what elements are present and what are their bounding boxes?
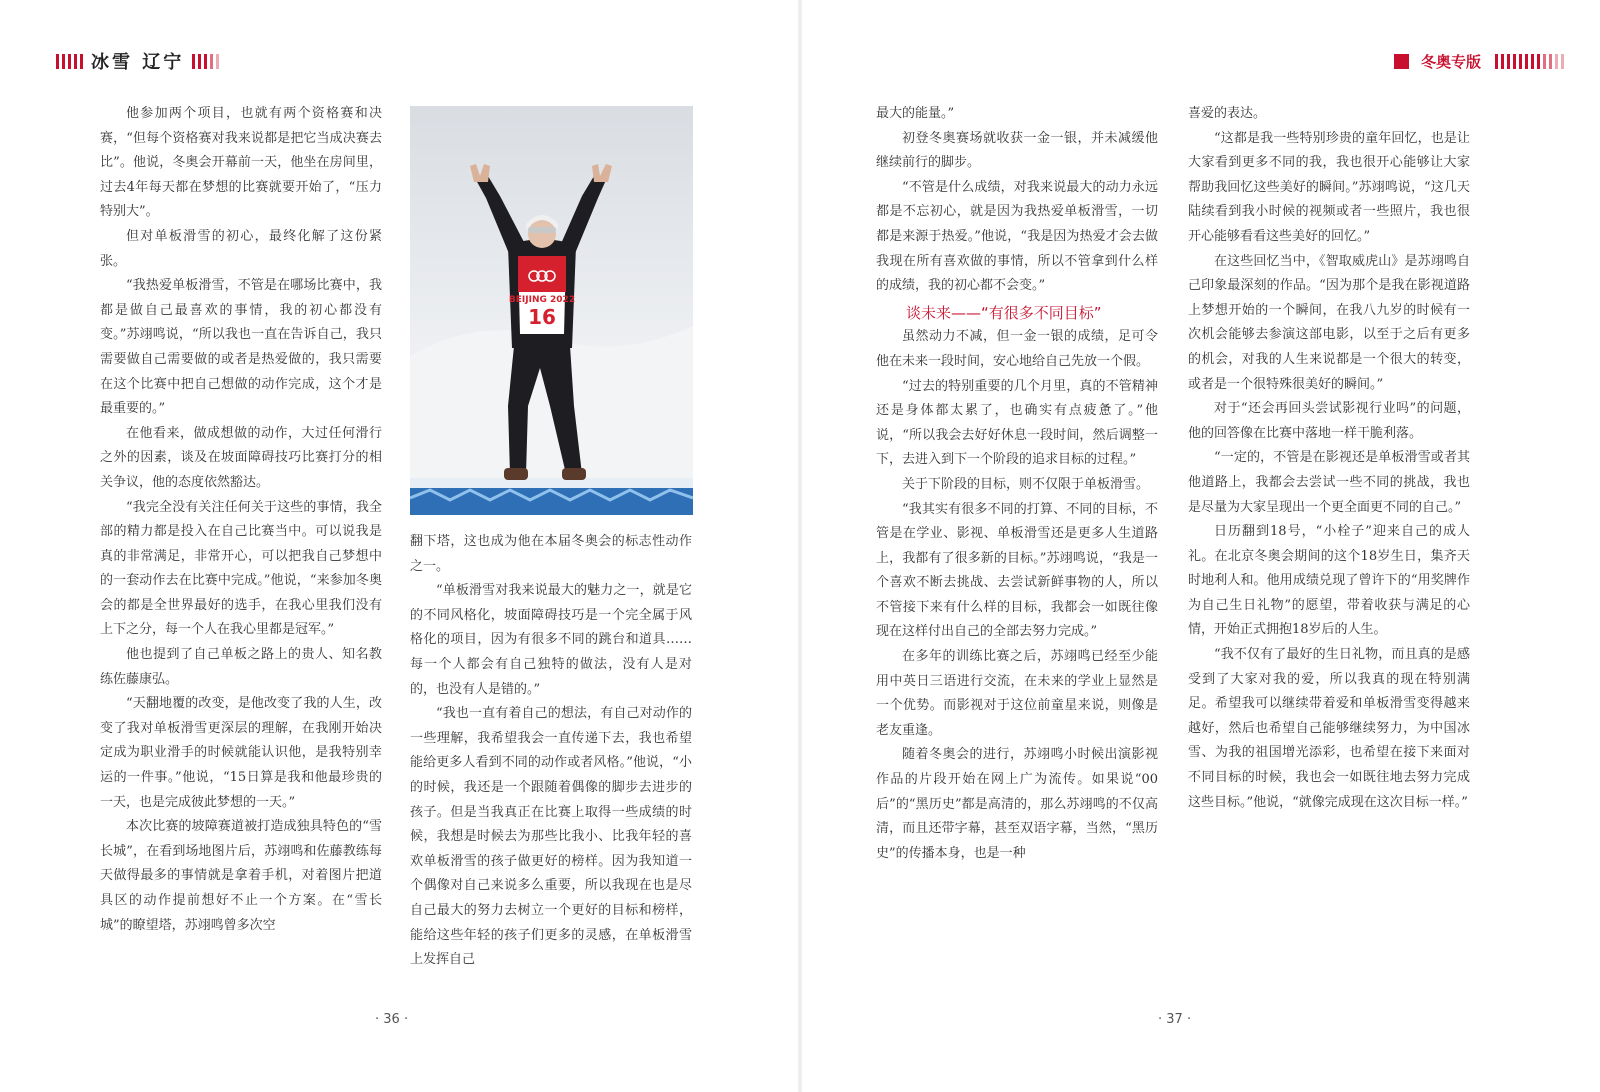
paragraph: “不管是什么成绩，对我来说最大的动力永远都是不忘初心，就是因为我热爱单板滑雪，一切都是来源于热爱。”他说，“我是因为热爱才会去做我现在所有喜欢做的事情，所以不管拿到什么样的成绩，我的初心都不会变。” (876, 179, 1158, 294)
paragraph: “天翻地覆的改变，是他改变了我的人生，改变了我对单板滑雪更深层的理解，在我刚开始决定成为职业滑手的时候就能认识他，是我特别幸运的一件事。”他说，“15日算是我和他最珍贵的一天，也是完成彼此梦想的一天。” (100, 696, 382, 810)
article-column-2 (410, 530, 692, 973)
paragraph: 初登冬奥赛场就收获一金一银，并未减缓他继续前行的脚步。 (876, 130, 1158, 171)
paragraph: “我不仅有了最好的生日礼物，而且真的是感受到了大家对我的爱，所以我真的现在特别满足。希望我可以继续带着爱和单板滑雪变得越来越好，然后也希望自己能够继续努力，为中国冰雪、为我的祖国增光添彩，也希望在接下来面对不同目标的时候，我也会一如既往地去努力完成这些目标。”他说，“就像完成现在这次目标一样。” (1188, 647, 1470, 810)
paragraph: 本次比赛的坡障赛道被打造成独具特色的“雪长城”，在看到场地图片后，苏翊鸣和佐藤教练每天做得最多的事情就是拿着手机，对着图片把道具区的动作提前想好不止一个方案。在“雪长城”的瞭望塔，苏翊鸣曾多次空 (100, 819, 382, 933)
paragraph: “这都是我一些特别珍贵的童年回忆，也是让大家看到更多不同的我，我也很开心能够让大家帮助我回忆这些美好的瞬间。”苏翊鸣说，“这几天陆续看到我小时候的视频或者一些照片，我也很开心能够看看这些美好的回忆。” (1188, 130, 1470, 244)
paragraph: 在多年的训练比赛之后，苏翊鸣已经至少能用中英日三语进行交流，在未来的学业上显然是一个优势。而影视对于这位前童星来说，则像是老友重逢。 (876, 649, 1158, 738)
section-title: 冬奥专版 (1420, 52, 1481, 71)
stripe-decoration (1495, 54, 1564, 69)
paragraph: 翻下塔，这也成为他在本届冬奥会的标志性动作之一。 (410, 534, 692, 574)
stripe-decoration (56, 54, 83, 69)
article-column-1 (100, 102, 382, 938)
paragraph: “我热爱单板滑雪，不管是在哪场比赛中，我都是做自己最喜欢的事情，我的初心都没有变。”苏翊鸣说，“所以我也一直在告诉自己，我只需要做自己需要做的或者是热爱做的，我只需要在这个比赛中把自己想做的动作完成，这个才是最重要的。” (100, 278, 382, 417)
paragraph: 随着冬奥会的进行，苏翊鸣小时候出演影视作品的片段开始在网上广为流传。如果说“00后”的“黑历史”都是高清的，那么苏翊鸣的不仅高清，而且还带字幕，甚至双语字幕，当然，“黑历史”的传播本身，也是一种 (876, 747, 1158, 861)
paragraph: 喜爱的表达。 (1188, 106, 1267, 121)
paragraph: 他也提到了自己单板之路上的贵人、知名教练佐藤康弘。 (100, 647, 382, 687)
paragraph: 他参加两个项目，也就有两个资格赛和决赛，“但每个资格赛对我来说都是把它当成决赛去比”。他说，冬奥会开幕前一天，他坐在房间里，过去4年每天都在梦想的比赛就要开始了，“压力特别大”。 (100, 106, 382, 220)
bib-brand: BEIJING 2022 (508, 295, 576, 305)
page-number-right: · 37 · (1158, 1012, 1192, 1027)
article-column-3 (876, 102, 1158, 866)
paragraph: 日历翻到18号，“小栓子”迎来自己的成人礼。在北京冬奥会期间的这个18岁生日，集齐天时地利人和。他用成绩兑现了曾许下的“用奖牌作为自己生日礼物”的愿望，带着收获与满足的心情，开始正式拥抱18岁后的人生。 (1188, 524, 1470, 638)
paragraph: 在他看来，做成想做的动作，大过任何滑行之外的因素，谈及在坡面障碍技巧比赛打分的相关争议，他的态度依然豁达。 (100, 425, 382, 490)
article-column-4 (1188, 102, 1470, 815)
header-left (56, 50, 219, 72)
spine-gutter (798, 0, 802, 1092)
athlete-photo (410, 106, 693, 515)
red-square-icon (1394, 54, 1409, 69)
paragraph: “我完全没有关注任何关于这些的事情，我全部的精力都是投入在自己比赛当中。可以说我是真的非常满足，非常开心，可以把我自己梦想中的一套动作去在比赛中完成。”他说，“来参加冬奥会的都是全世界最好的选手，在我心里我们没有上下之分，每一个人在我心里都是冠军。” (100, 499, 382, 638)
header-right (1394, 50, 1564, 72)
paragraph: 但对单板滑雪的初心，最终化解了这份紧张。 (100, 228, 382, 269)
paragraph: “一定的，不管是在影视还是单板滑雪或者其他道路上，我都会去尝试一些不同的挑战，我也是尽量为大家呈现出一个更全面更不同的自己。” (1188, 450, 1470, 515)
paragraph: 在这些回忆当中，《智取威虎山》是苏翊鸣自己印象最深刻的作品。“因为那个是我在影视道路上梦想开始的一个瞬间，在我八九岁的时候有一次机会能够去参演这部电影，以至于之后有更多的机会，对我的人生来说都是一个很大的转变，或者是一个很特殊很美好的瞬间。” (1188, 253, 1470, 392)
paragraph: “我也一直有着自己的想法，有自己对动作的一些理解，我希望我会一直传递下去，我也希望能给更多人看到不同的动作或者风格。”他说，“小的时候，我还是一个跟随着偶像的脚步去进步的孩子。但是当我真正在比赛上取得一些成绩的时候，我想是时候去为那些比我小、比我年轻的喜欢单板滑雪的孩子做更好的榜样。因为我知道一个偶像对自己来说多么重要，所以我现在也是尽自己最大的努力去树立一个更好的目标和榜样，能给这些年轻的孩子们更多的灵感，在单板滑雪上发挥自己 (410, 706, 692, 968)
paragraph: 关于下阶段的目标，则不仅限于单板滑雪。 (902, 476, 1150, 492)
paragraph: “单板滑雪对我来说最大的魅力之一，就是它的不同风格化，坡面障碍技巧是一个完全属于风格化的项目，因为有很多不同的跳台和道具……每一个人都会有自己独特的做法，没有人是对的，也没有人是错的。” (410, 583, 692, 697)
page-number-left: · 36 · (375, 1012, 409, 1027)
magazine-title: 冰雪 辽宁 (91, 52, 185, 73)
bib-number: 16 (528, 305, 556, 329)
paragraph: “我其实有很多不同的打算、不同的目标，不管是在学业、影视、单板滑雪还是更多人生道路上，我都有了很多新的目标。”苏翊鸣说，“我是一个喜欢不断去挑战、去尝试新鲜事物的人，所以不管接下来有什么样的目标，我都会一如既往像现在这样付出自己的全部去努力完成。” (876, 501, 1158, 640)
paragraph: “过去的特别重要的几个月里，真的不管精神还是身体都太累了，也确实有点疲惫了。”他说，“所以我会去好好休息一段时间，然后调整一下，去进入到下一个阶段的追求目标的过程。” (876, 378, 1158, 468)
paragraph: 对于“还会再回头尝试影视行业吗”的问题，他的回答像在比赛中落地一样干脆利落。 (1188, 401, 1470, 441)
subheading: 谈未来——“有很多不同目标” (906, 303, 1102, 322)
paragraph: 最大的能量。” (876, 106, 955, 121)
stripe-decoration (192, 54, 219, 69)
paragraph: 虽然动力不减，但一金一银的成绩，足可令他在未来一段时间，安心地给自己先放一个假。 (876, 329, 1158, 369)
